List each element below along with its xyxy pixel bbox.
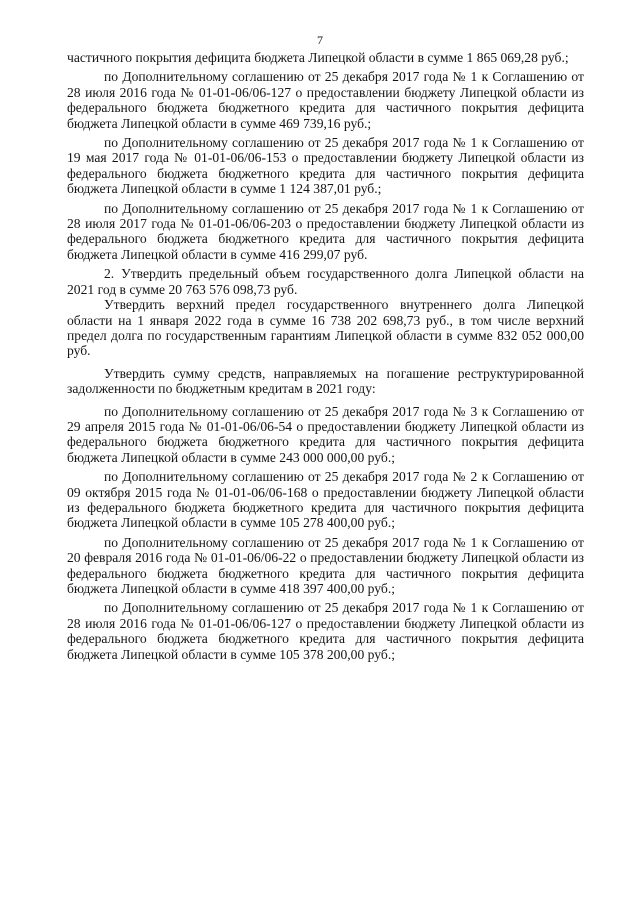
paragraph-agreement: по Дополнительному соглашению от 25 декабря 2017 года № 1 к Соглашению от 28 июля 2016 года № 01-01-06/06-127 о предоставлении бюджету Липецкой области из федерального бюджета бюджетного кредита для частичного покрытия дефицита бюджета Липецкой области в сумме 105 378 200,00 руб.; [67,600,584,662]
document-body [67,50,584,666]
paragraph-debt-limit: 2. Утвердить предельный объем государственного долга Липецкой области на 2021 год в сумме 20 763 576 098,73 руб. [67,266,584,297]
paragraph-continuation: частичного покрытия дефицита бюджета Липецкой области в сумме 1 865 069,28 руб.; [67,50,569,65]
paragraph-agreement: по Дополнительному соглашению от 25 декабря 2017 года № 1 к Соглашению от 28 июля 2016 года № 01-01-06/06-127 о предоставлении бюджету Липецкой области из федерального бюджета бюджетного кредита для частичного покрытия дефицита бюджета Липецкой области в сумме 469 739,16 руб.; [67,69,584,131]
paragraph-upper-limit: Утвердить верхний предел государственного внутреннего долга Липецкой области на 1 января 2022 года в сумме 16 738 202 698,73 руб., в том числе верхний предел долга по государственным гарантиям Липецкой области в сумме 832 052 000,00 руб. [67,297,584,359]
paragraph-agreement: по Дополнительному соглашению от 25 декабря 2017 года № 1 к Соглашению от 19 мая 2017 года № 01-01-06/06-153 о предоставлении бюджету Липецкой области из федерального бюджета бюджетного кредита для частичного покрытия дефицита бюджета Липецкой области в сумме 1 124 387,01 руб.; [67,135,584,197]
paragraph-agreement: по Дополнительному соглашению от 25 декабря 2017 года № 1 к Соглашению от 28 июля 2017 года № 01-01-06/06-203 о предоставлении бюджету Липецкой области из федерального бюджета бюджетного кредита для частичного покрытия дефицита бюджета Липецкой области в сумме 416 299,07 руб. [67,200,584,262]
paragraph-repayment: Утвердить сумму средств, направляемых на погашение реструктурированной задолженности по бюджетным кредитам в 2021 году: [67,365,584,397]
paragraph-agreement: по Дополнительному соглашению от 25 декабря 2017 года № 3 к Соглашению от 29 апреля 2015 года № 01-01-06/06-54 о предоставлении бюджету Липецкой области из федерального бюджета бюджетного кредита для частичного покрытия дефицита бюджета Липецкой области в сумме 243 000 000,00 руб.; [67,403,584,465]
paragraph-agreement: по Дополнительному соглашению от 25 декабря 2017 года № 2 к Соглашению от 09 октября 2015 года № 01-01-06/06-168 о предоставлении бюджету Липецкой области из федерального бюджета бюджетного кредита для частичного покрытия дефицита бюджета Липецкой области в сумме 105 278 400,00 руб.; [67,469,584,531]
page-number: 7 [317,33,323,47]
paragraph-agreement: по Дополнительному соглашению от 25 декабря 2017 года № 1 к Соглашению от 20 февраля 2016 года № 01-01-06/06-22 о предоставлении бюджету Липецкой области из федерального бюджета бюджетного кредита для частичного покрытия дефицита бюджета Липецкой области в сумме 418 397 400,00 руб.; [67,534,584,596]
